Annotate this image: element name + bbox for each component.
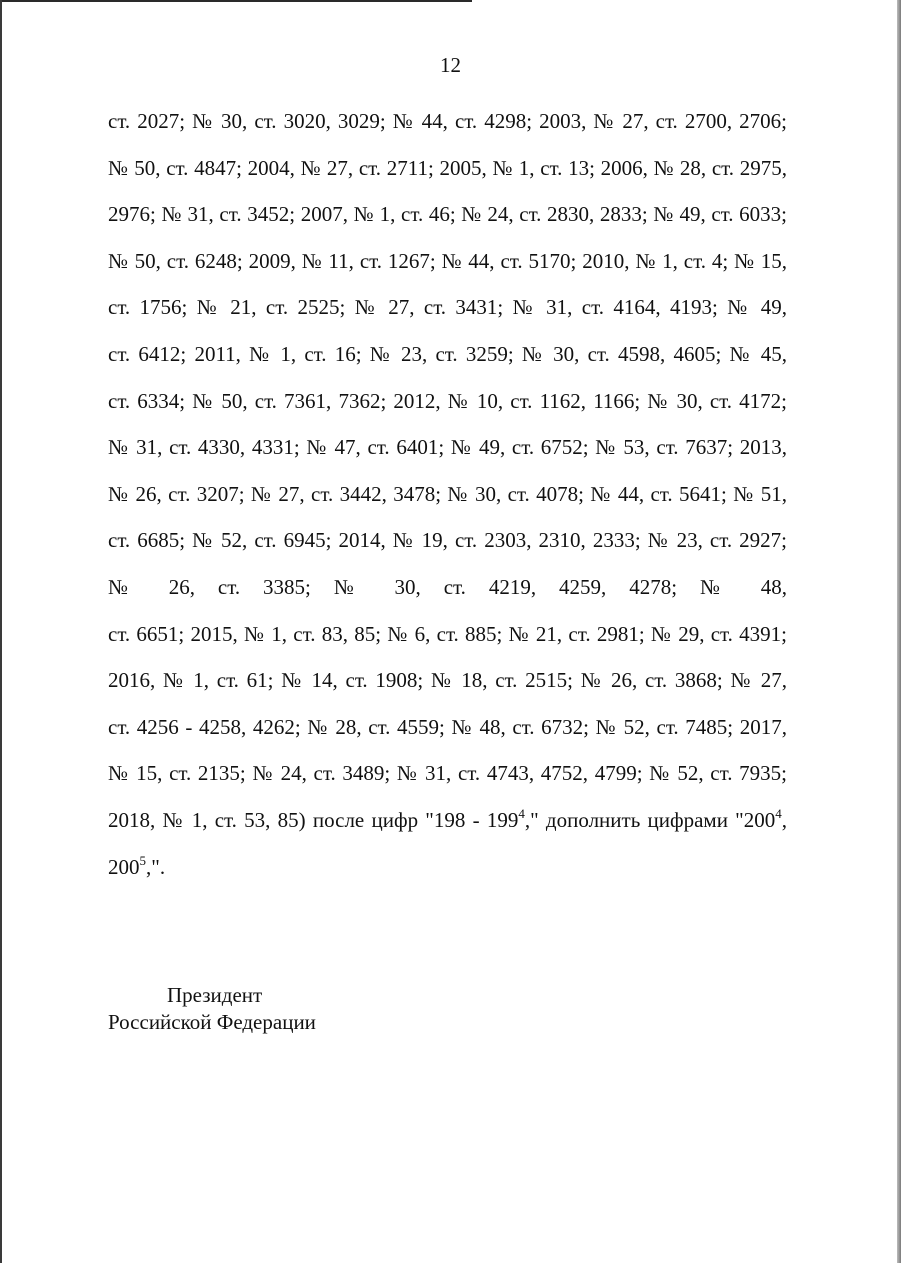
superscript-index: 4 — [518, 805, 525, 821]
body-line: № 50, ст. 6248; 2009, № 11, ст. 1267; № 44, ст. 5170; 2010, № 1, ст. 4; № 15, — [108, 248, 787, 273]
final-text-end: ,". — [146, 854, 166, 879]
body-line: ст. 4256 - 4258, 4262; № 28, ст. 4559; № 48, ст. 6732; № 52, ст. 7485; 2017, — [108, 714, 787, 739]
final-text-start: 200 — [108, 854, 140, 879]
body-line: № 31, ст. 4330, 4331; № 47, ст. 6401; № 49, ст. 6752; № 53, ст. 7637; 2013, — [108, 435, 787, 460]
final-line — [108, 844, 787, 891]
scan-edge-top — [0, 0, 472, 2]
body-line: 2016, № 1, ст. 61; № 14, ст. 1908; № 18, ст. 2515; № 26, ст. 3868; № 27, — [108, 668, 787, 693]
amendment-line — [108, 797, 787, 844]
scan-edge-right — [897, 0, 901, 1263]
scan-edge-left — [0, 0, 2, 1263]
body-line: № 26, ст. 3385; № 30, ст. 4219, 4259, 4278; № 48, — [108, 574, 787, 599]
body-line: ст. 6334; № 50, ст. 7361, 7362; 2012, № 10, ст. 1162, 1166; № 30, ст. 4172; — [108, 388, 787, 413]
signature-country: Российской Федерации — [108, 1010, 316, 1034]
body-line: 2976; № 31, ст. 3452; 2007, № 1, ст. 46; № 24, ст. 2830, 2833; № 49, ст. 6033; — [108, 202, 787, 227]
amendment-text-start: 2018, № 1, ст. 53, 85) после цифр "198 - 199 — [108, 807, 519, 832]
signature-block — [108, 982, 316, 1036]
body-line: ст. 6651; 2015, № 1, ст. 83, 85; № 6, ст. 885; № 21, ст. 2981; № 29, ст. 4391; — [108, 621, 787, 646]
amendment-text-middle: ," дополнить цифрами "200 — [524, 807, 776, 832]
body-text — [108, 98, 787, 890]
body-line: № 50, ст. 4847; 2004, № 27, ст. 2711; 2005, № 1, ст. 13; 2006, № 28, ст. 2975, — [108, 155, 787, 180]
superscript-index: 4 — [775, 805, 782, 821]
body-line: № 26, ст. 3207; № 27, ст. 3442, 3478; № 30, ст. 4078; № 44, ст. 5641; № 51, — [108, 481, 787, 506]
amendment-text-end: , — [781, 807, 788, 832]
body-line: ст. 2027; № 30, ст. 3020, 3029; № 44, ст. 4298; 2003, № 27, ст. 2700, 2706; — [108, 109, 787, 133]
page-number: 12 — [440, 53, 461, 77]
superscript-index: 5 — [139, 852, 146, 868]
body-line: ст. 1756; № 21, ст. 2525; № 27, ст. 3431; № 31, ст. 4164, 4193; № 49, — [108, 295, 787, 320]
body-line: ст. 6685; № 52, ст. 6945; 2014, № 19, ст. 2303, 2310, 2333; № 23, ст. 2927; — [108, 528, 787, 553]
body-line: № 15, ст. 2135; № 24, ст. 3489; № 31, ст. 4743, 4752, 4799; № 52, ст. 7935; — [108, 761, 787, 786]
body-line: ст. 6412; 2011, № 1, ст. 16; № 23, ст. 3259; № 30, ст. 4598, 4605; № 45, — [108, 341, 787, 366]
signature-title: Президент — [167, 983, 263, 1007]
